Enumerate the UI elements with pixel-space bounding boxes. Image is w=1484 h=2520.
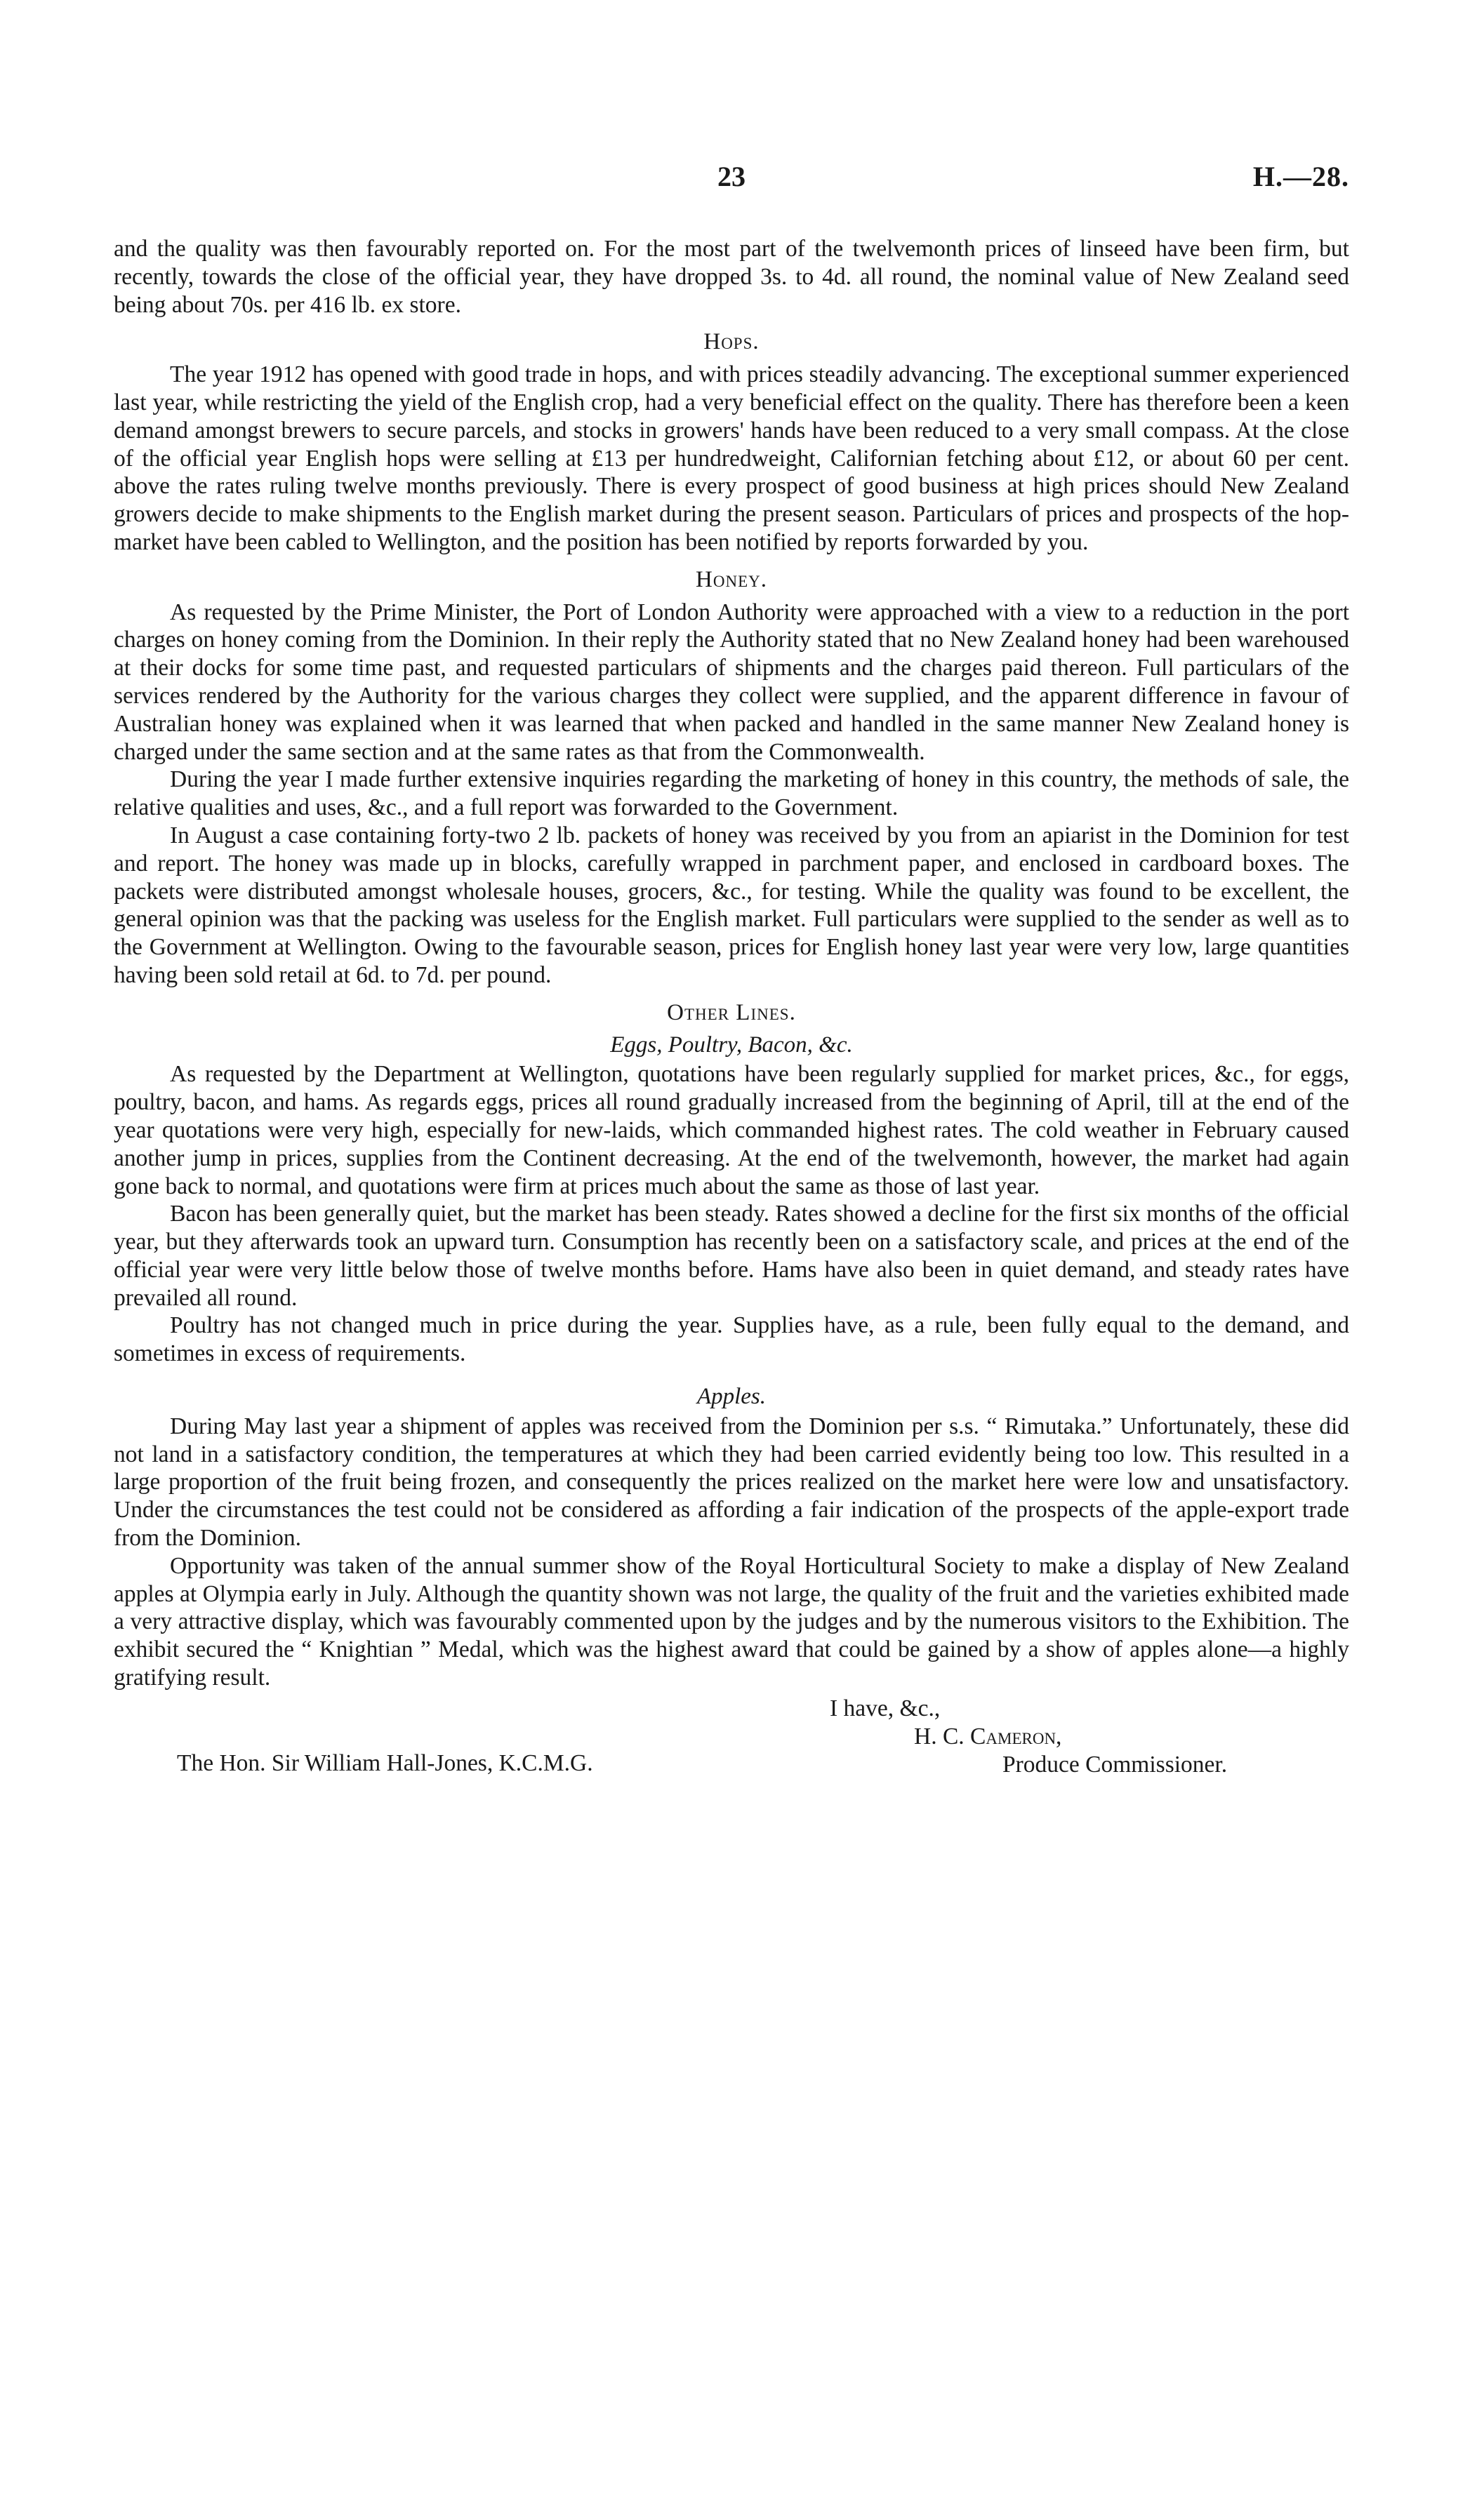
paragraph-honey-test: In August a case containing forty-two 2 lb. packets of honey was received by you from an apiarist in the Dominion for test and report. The honey was made up in blocks, carefully wrapped in parchment paper, and enclosed in cardboard boxes. The packets were distributed amongst wholesale houses, grocers, &c., for testing. While the quality was found to be excellent, the general opinion was that the packing was useless for the English market. Full particulars were supplied to the sender as well as to the Government at Wellington. Owing to the favourable season, prices for English honey last year were very low, large quantities having been sold retail at 6d. to 7d. per pound. [114,822,1349,988]
closing-signatory: H. C. Cameron, [914,1723,1062,1749]
page-number: 23 [717,161,746,192]
page-header [114,160,1349,202]
paragraph-eggs: As requested by the Department at Wellington, quotations have been regularly supplied for market prices, &c., for eggs, poultry, bacon, and hams. As regards eggs, prices all round gradually increased from the beginning of April, till at the end of the year quotations were very high, especially for new-laids, which commanded highest rates. The cold weather in February caused another jump in prices, supplies from the Continent decreasing. At the end of the twelvemonth, however, the market had again gone back to normal, and quotations were firm at prices much about the same as those of last year. [114,1061,1349,1199]
paragraph-poultry: Poultry has not changed much in price during the year. Supplies have, as a rule, been fully equal to the demand, and sometimes in excess of requirements. [114,1312,1349,1367]
heading-hops: Hops. [703,329,760,355]
paragraph-linseed-continued: and the quality was then favourably reported on. For the most part of the twelvemonth prices of linseed have been firm, but recently, towards the close of the official year, they have dropped 3s. to 4d. all round, the nominal value of New Zealand seed being about 70s. per 416 lb. ex store. [114,236,1349,318]
heading-other-lines: Other Lines. [667,999,796,1025]
closing-addressee: The Hon. Sir William Hall-Jones, K.C.M.G. [177,1749,593,1776]
paragraph-bacon: Bacon has been generally quiet, but the market has been steady. Rates showed a decline for the first six months of the official year, but they afterwards took an upward turn. Consumption has recently been on a satisfactory scale, and prices at the end of the official year were very little below those of twelve months before. Hams have also been in quiet demand, and steady rates have prevailed all round. [114,1201,1349,1311]
paragraph-honey-port-charges: As requested by the Prime Minister, the Port of London Authority were approached with a view to a reduction in the port charges on honey coming from the Dominion. In their reply the Authority stated that no New Zealand honey had been warehoused at their docks for some time past, and requested particulars of shipments and the charges paid thereon. Full particulars of the services rendered by the Authority for the various charges they collect were supplied, and the apparent difference in favour of Australian honey was explained when it was learned that when packed and handled in the same manner New Zealand honey is charged under the same section and at the same rates as that from the Commonwealth. [114,599,1349,765]
document-reference: H.—28. [1252,161,1349,192]
letter-closing [114,1695,1349,1814]
paragraph-honey-inquiries: During the year I made further extensive inquiries regarding the marketing of honey in this country, the methods of sale, the relative qualities and uses, &c., and a full report was forwarded to the Government. [114,766,1349,821]
heading-honey: Honey. [696,566,767,592]
subheading-eggs-poultry-bacon: Eggs, Poultry, Bacon, &c. [610,1032,853,1058]
closing-title: Produce Commissioner. [1002,1751,1228,1778]
paragraph-apples-display: Opportunity was taken of the annual summer show of the Royal Horticultural Society to make a display of New Zealand apples at Olympia early in July. Although the quantity shown was not large, the quality of the fruit and the varieties exhibited made a very attractive display, which was favourably commented upon by the judges and by the numerous visitors to the Exhibition. The exhibit secured the “ Knightian ” Medal, which was the highest award that could be gained by a show of apples alone—a highly gratifying result. [114,1552,1349,1691]
subheading-apples: Apples. [696,1384,767,1410]
paragraph-apples-shipment: During May last year a shipment of apples was received from the Dominion per s.s. “ Rimutaka.” Unfortunately, these did not land in a satisfactory condition, the temperatures at which they had been carried evidently being too low. This resulted in a large proportion of the fruit being frozen, and consequently the prices realized on the market here were low and unsatisfactory. Under the circumstances the test could not be considered as affording a fair indication of the prospects of the apple-export trade from the Dominion. [114,1413,1349,1552]
document-body [114,235,1349,1814]
paragraph-hops: The year 1912 has opened with good trade in hops, and with prices steadily advancing. The exceptional summer experienced last year, while restricting the yield of the English crop, had a very beneficial effect on the quality. There has therefore been a keen demand amongst brewers to secure parcels, and stocks in growers' hands have been reduced to a very small compass. At the close of the official year English hops were selling at £13 per hundredweight, Californian fetching about £12, or about 60 per cent. above the rates ruling twelve months previously. There is every prospect of good business at high prices should New Zealand growers decide to make shipments to the English market during the present season. Particulars of prices and prospects of the hop-market have been cabled to Wellington, and the position has been notified by reports forwarded by you. [114,361,1349,555]
closing-salutation: I have, &c., [830,1695,941,1721]
